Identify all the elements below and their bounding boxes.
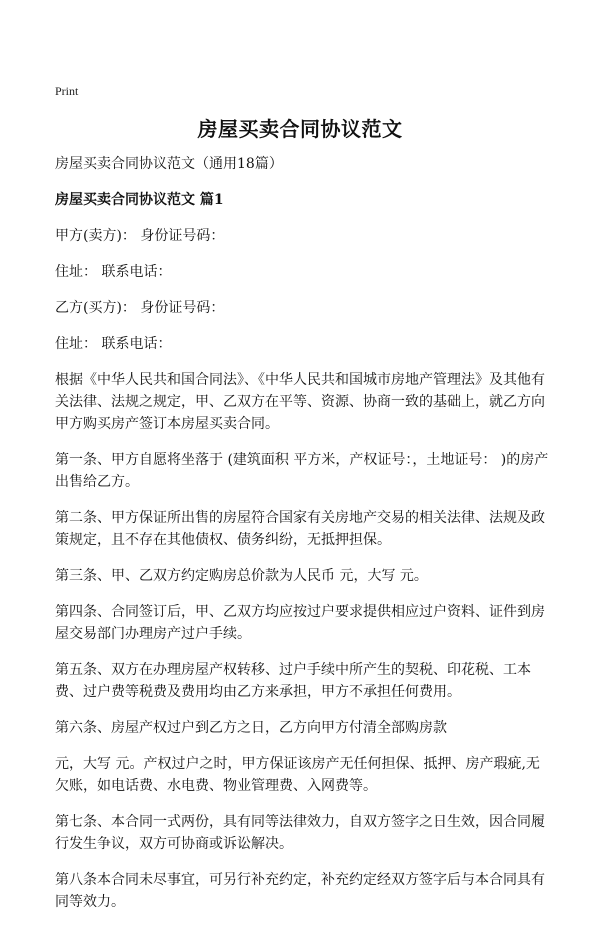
article-4-paragraph: 第四条、合同签订后，甲、乙双方均应按过户要求提供相应过户资料、证件到房屋交易部门办理房产过户手续。 xyxy=(55,604,545,642)
party-b-line: 乙方(买方)： 身份证号码： xyxy=(55,300,225,316)
article-1-paragraph: 第一条、甲方自愿将坐落于 (建筑面积 平方米，产权证号：，土地证号： )的房产出售给乙方。 xyxy=(55,452,549,490)
document-title: 房屋买卖合同协议范文 xyxy=(197,117,403,141)
article-5-paragraph: 第五条、双方在办理房屋产权转移、过户手续中所产生的契税、印花税、工本费、过户费等税费及费用均由乙方来承担，甲方不承担任何费用。 xyxy=(55,662,531,700)
preamble-paragraph: 根据《中华人民共和国合同法》、《中华人民共和国城市房地产管理法》及其他有关法律、法规之规定，甲、乙双方在平等、资源、协商一致的基础上，就乙方向甲方购买房产签订本房屋买卖合同。 xyxy=(55,372,545,432)
party-b-address-line: 住址： 联系电话： xyxy=(55,336,172,352)
article-8-paragraph: 第八条本合同未尽事宜，可另行补充约定，补充约定经双方签字后与本合同具有同等效力。 xyxy=(55,872,545,910)
article-3-paragraph: 第三条、甲、乙双方约定购房总价款为人民币 元，大写 元。 xyxy=(55,568,428,584)
document-subtitle: 房屋买卖合同协议范文（通用18篇） xyxy=(55,156,283,172)
print-label: Print xyxy=(55,84,79,98)
article-7-paragraph: 第七条、本合同一式两份，具有同等法律效力，自双方签字之日生效，因合同履行发生争议，双方可协商或诉讼解决。 xyxy=(55,814,545,852)
article-6-paragraph: 第六条、房屋产权过户到乙方之日，乙方向甲方付清全部购房款 xyxy=(55,720,447,736)
section-heading: 房屋买卖合同协议范文 篇1 xyxy=(55,192,224,208)
article-2-paragraph: 第二条、甲方保证所出售的房屋符合国家有关房地产交易的相关法律、法规及政策规定，且不存在其他债权、债务纠纷，无抵押担保。 xyxy=(55,510,545,548)
party-a-line: 甲方(卖方)： 身份证号码： xyxy=(55,228,225,244)
document-body xyxy=(55,153,550,927)
party-a-address-line: 住址： 联系电话： xyxy=(55,264,172,280)
article-6-continued-paragraph: 元，大写 元。产权过户之时，甲方保证该房产无任何担保、抵押、房产瑕疵,无欠账，如电话费、水电费、物业管理费、入网费等。 xyxy=(55,756,540,794)
